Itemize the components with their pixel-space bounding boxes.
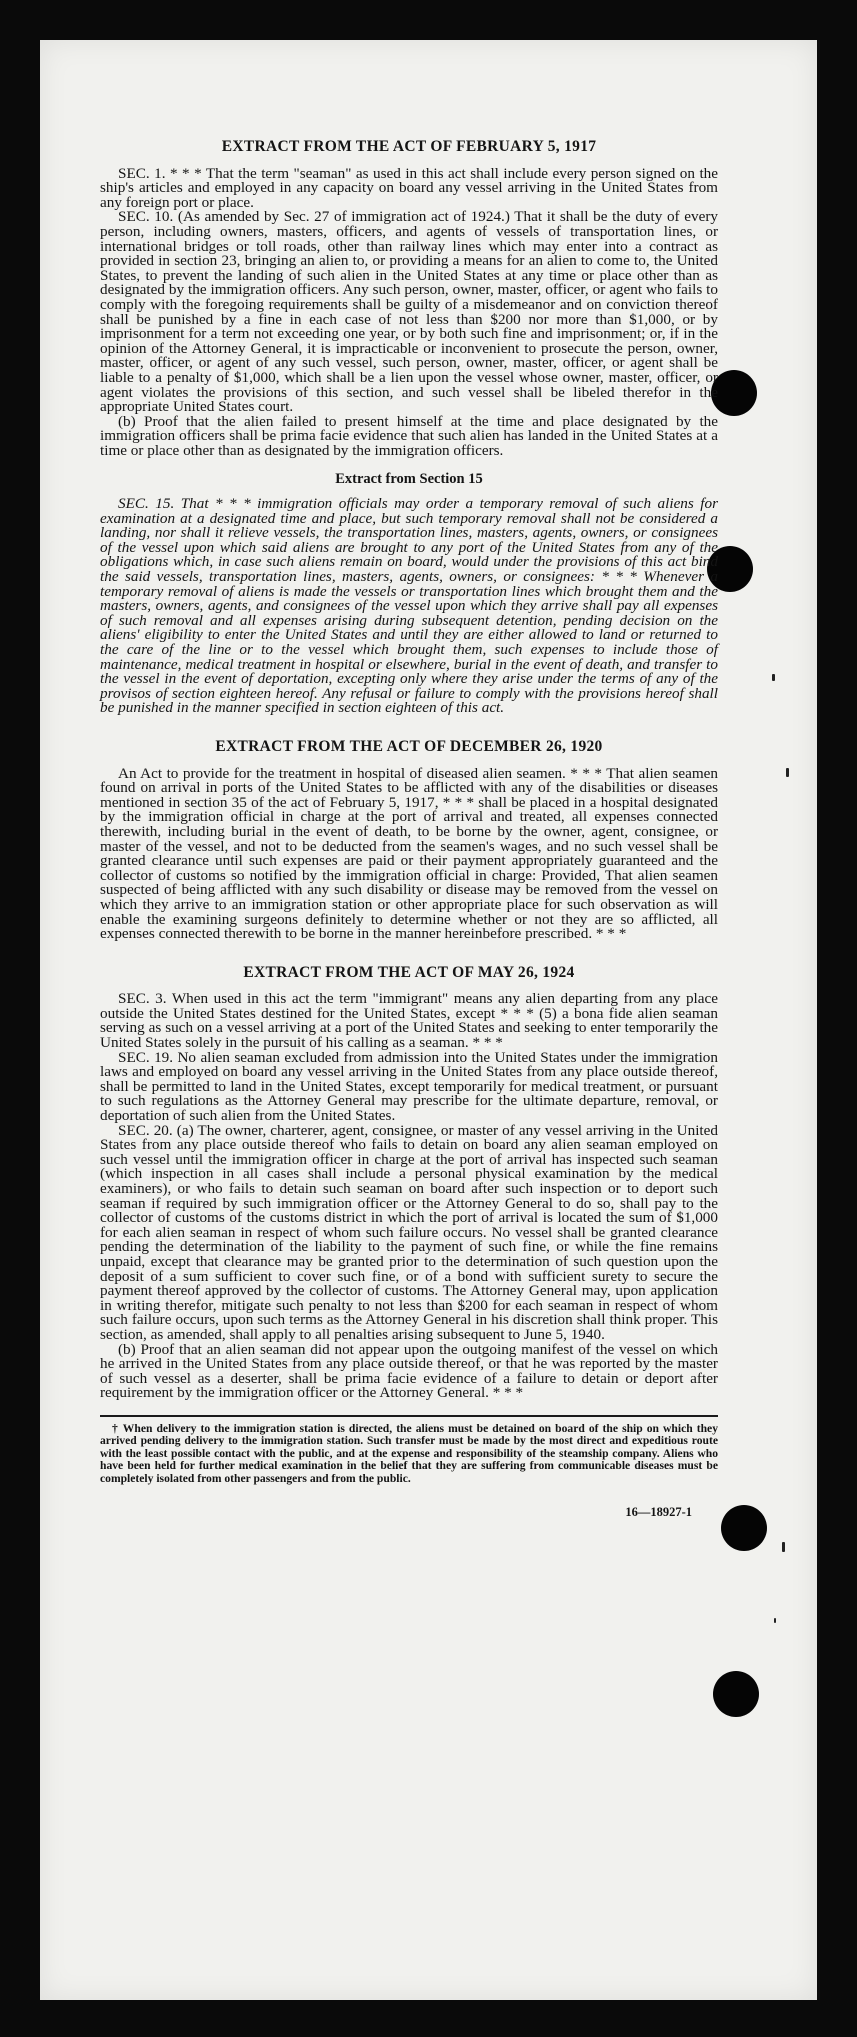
scan-speck (774, 1618, 776, 1623)
paragraph-sec-10-b: (b) Proof that the alien failed to present himself at the time and place designated by the immigration officers shall be prima facie evidence that such alien has landed in the United States at a time or place other than as designated by the immigration officers. (100, 412, 718, 459)
section-subheading: Extract from Section 15 (335, 471, 483, 488)
footnote (100, 1415, 718, 1485)
paragraph-sec-15: SEC. 15. That * * * immigration officials may order a temporary removal of such aliens for examination at a designated time and place, but such temporary removal shall not be considered a landing, nor shall it relieve vessels, the transportation lines, masters, agents, owners, or consignees of the vessel upon which said aliens are brought to any port of the United States from any of the obligations which, in case such aliens remain on board, would under the provisions of this act bind the said vessels, transportation lines, masters, agents, owners, or consignees: * * * Whenever a temporary removal of aliens is made the vessels or transportation lines which brought them and the masters, owners, agents, and consignees of the vessel upon which they arrive shall pay all expenses of such removal and all expenses arising during subsequent detention, pending decision on the aliens' eligibility to enter the United States and until they are either allowed to land or returned to the care of the line or to the vessel which brought them, such expenses to include those of maintenance, medical treatment in hospital or elsewhere, burial in the event of death, and transfer to the vessel in the event of deportation, excepting only where they arise under the terms of any of the provisos of section eighteen hereof. Any refusal or failure to comply with the provisions hereof shall be punished in the manner specified in section eighteen of this act. (100, 495, 718, 717)
paragraph-act-1920: An Act to provide for the treatment in hospital of diseased alien seamen. * * * That alien seamen found on arrival in ports of the United States to be afflicted with any of the disabilities or diseases mentioned in section 35 of the act of February 5, 1917, * * * shall be placed in a hospital designated by the immigration official in charge at the port of arrival and treated, all expenses connected therewith, including burial in the event of death, to be borne by the owner, agent, consignee, or master of the vessel, and not to be deducted from the seamen's wages, and no such vessel shall be granted clearance until such expenses are paid or their payment appropriately guaranteed and the collector of customs so notified by the immigration official in charge: Provided, That alien seamen suspected of being afflicted with any such disability or disease may be removed from the vessel on which they arrive to an immigration station or other appropriate place for such observation as will enable the examining surgeons definitely to determine whether or not they are so afflicted, all expenses connected therewith to be borne in the manner hereinbefore prescribed. * * * (100, 764, 718, 943)
paragraph-sec-1: SEC. 1. * * * That the term "seaman" as used in this act shall include every person signed on the ship's articles and employed in any capacity on board any vessel arriving in the United States from any foreign port or place. (100, 164, 718, 211)
paragraph-sec-10: SEC. 10. (As amended by Sec. 27 of immigration act of 1924.) That it shall be the duty of every person, including owners, masters, officers, and agents of vessels of transportation lines, or international bridges or toll roads, other than railway lines which may enter into a contract as provided in section 23, bringing an alien to, or providing a means for an alien to come to, the United States, to prevent the landing of such alien in the United States at any time or place other than as designated by the immigration officers. Any such person, owner, master, officer, or agent who fails to comply with the foregoing requirements shall be guilty of a misdemeanor and on conviction thereof shall be punished by a fine in each case of not less than $200 nor more than $1,000, or by imprisonment for a term not exceeding one year, or by both such fine and imprisonment; or, if in the opinion of the Attorney General, it is impracticable or inconvenient to prosecute the person, owner, master, officer, or agent of any such vessel, such person, owner, master, officer, or agent shall be liable to a penalty of $1,000, which shall be a lien upon the vessel whose owner, master, officer, or agent violates the provisions of this section, and such vessel shall be libeled therefor in the appropriate United States court. (100, 208, 718, 416)
punch-hole (713, 1671, 759, 1717)
paragraph-sec-20-a: SEC. 20. (a) The owner, charterer, agent, consignee, or master of any vessel arriving in the United States from any place outside thereof who fails to detain on board any alien seaman employed on such vessel until the immigration officer in charge at the port of arrival has inspected such seaman (which inspection in all cases shall include a personal physical examination by the medical examiners), or who fails to detain such seaman on board after such inspection or to deport such seaman if required by such immigration officer or the Attorney General to do so, shall pay to the collector of customs of the customs district in which the port of arrival is located the sum of $1,000 for each alien seaman in respect of whom such failure occurs. No vessel shall be granted clearance pending the determination of the liability to the payment of such fine, or while the fine remains unpaid, except that clearance may be granted prior to the determination of such question upon the deposit of a sum sufficient to cover such fine, or of a bond with sufficient surety to secure the payment thereof approved by the collector of customs. The Attorney General may, upon application in writing therefor, mitigate such penalty to not less than $200 for each seaman in respect of whom such failure occurs, upon such terms as the Attorney General in his discretion shall think proper. This section, as amended, shall apply to all penalties arising subsequent to June 5, 1940. (100, 1121, 718, 1343)
document-text (100, 140, 718, 1520)
punch-hole (721, 1505, 767, 1551)
scan-speck (786, 768, 789, 777)
scan-speck (782, 1542, 785, 1552)
paragraph-sec-20-b: (b) Proof that an alien seaman did not appear upon the outgoing manifest of the vessel on which he arrived in the United States from any place outside thereof, or that he was reported by the master of such vessel as a deserter, shall be prima facie evidence of a failure to detain or deport after requirement by the immigration officer or the Attorney General. * * * (100, 1340, 718, 1402)
section-heading: EXTRACT FROM THE ACT OF MAY 26, 1924 (243, 963, 575, 981)
form-number: 16—18927-1 (625, 1504, 692, 1519)
section-heading: EXTRACT FROM THE ACT OF FEBRUARY 5, 1917 (221, 138, 597, 155)
paragraph-sec-3: SEC. 3. When used in this act the term "immigrant" means any alien departing from any place outside the United States destined for the United States, except * * * (5) a bona fide alien seaman serving as such on a vessel arriving at a port of the United States and seeking to enter temporarily the United States solely in the pursuit of his calling as a seaman. * * * (100, 990, 718, 1052)
scan-speck (772, 674, 775, 681)
footnote-text: † When delivery to the immigration station is directed, the aliens must be detained on board of the ship on which they arrived pending delivery to the immigration station. Such transfer must be made by the most direct and expeditious route with the least possible contact with the public, and at the expense and responsibility of the steamship company. Aliens who have been held for further medical examination in the belief that they are suffering from communicable diseases must be completely isolated from other passengers and from the public. (100, 1421, 718, 1485)
section-heading: EXTRACT FROM THE ACT OF DECEMBER 26, 1920 (215, 737, 603, 755)
paragraph-sec-19: SEC. 19. No alien seaman excluded from admission into the United States under the immigration laws and employed on board any vessel arriving in the United States from any place outside thereof, shall be permitted to land in the United States, except temporarily for medical treatment, or pursuant to such regulations as the Attorney General may prescribe for the ultimate departure, removal, or deportation of such alien from the United States. (100, 1048, 718, 1125)
